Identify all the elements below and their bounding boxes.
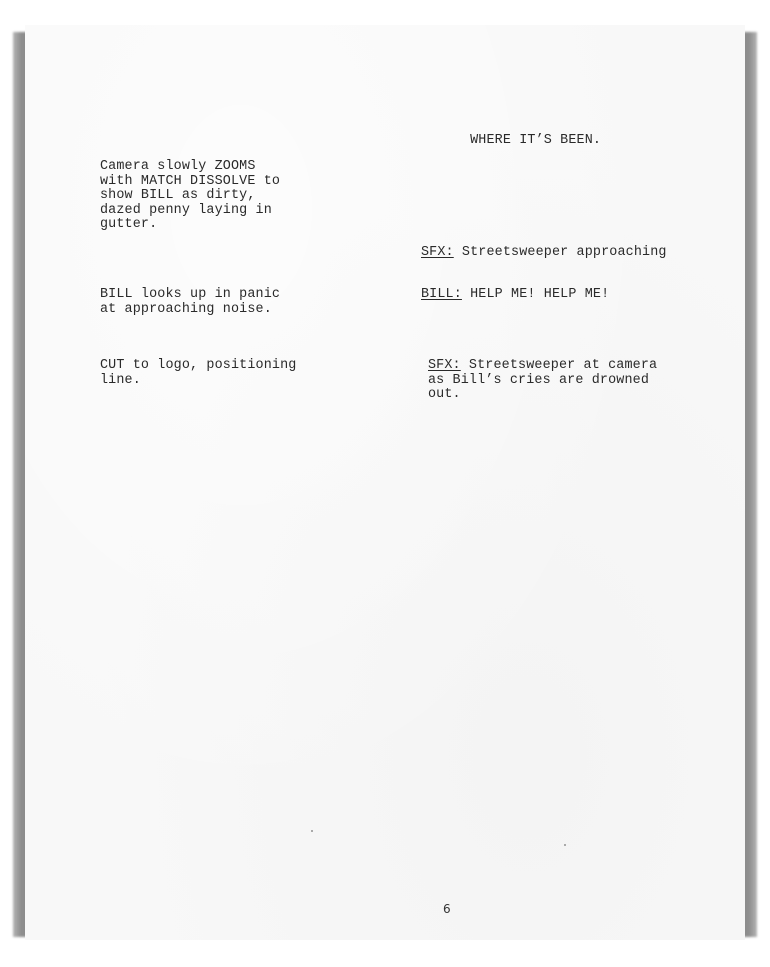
page-shadow-right	[743, 32, 757, 937]
scan-speck	[311, 830, 313, 832]
audio-line-where-its-been	[421, 119, 601, 163]
audio-text: as Bill’s cries are drowned	[428, 372, 650, 388]
audio-text: Streetsweeper approaching	[453, 245, 667, 260]
page-number: 6	[443, 902, 451, 916]
video-text-line: show BILL as dirty,	[100, 188, 256, 204]
video-direction-bill-looks-up	[100, 288, 280, 317]
audio-cue-sfx-at-camera	[428, 359, 657, 403]
audio-text: Streetsweeper at camera	[460, 358, 658, 373]
video-direction-camera-zoom	[100, 160, 280, 233]
audio-cue-sfx-approaching	[421, 246, 667, 261]
audio-text: WHERE IT’S BEEN.	[470, 132, 602, 148]
audio-cue-bill-dialogue	[421, 288, 609, 303]
cue-label-sfx: SFX:	[421, 245, 454, 260]
video-text-line: Camera slowly ZOOMS	[100, 159, 256, 174]
video-text-line: BILL looks up in panic	[100, 287, 281, 302]
script-page	[25, 25, 745, 940]
cue-label-sfx: SFX:	[428, 358, 461, 373]
audio-text: out.	[428, 387, 461, 403]
scan-speck	[564, 844, 566, 846]
video-text-line: dazed penny laying in	[100, 202, 272, 218]
video-direction-cut-to-logo	[100, 359, 296, 388]
cue-label-bill: BILL:	[421, 287, 462, 302]
video-text-line: with MATCH DISSOLVE to	[100, 173, 281, 189]
video-text-line: at approaching noise.	[100, 301, 272, 317]
video-text-line: CUT to logo, positioning	[100, 358, 297, 373]
audio-text: HELP ME! HELP ME!	[461, 287, 610, 302]
video-text-line: line.	[100, 372, 141, 388]
video-text-line: gutter.	[100, 217, 158, 233]
